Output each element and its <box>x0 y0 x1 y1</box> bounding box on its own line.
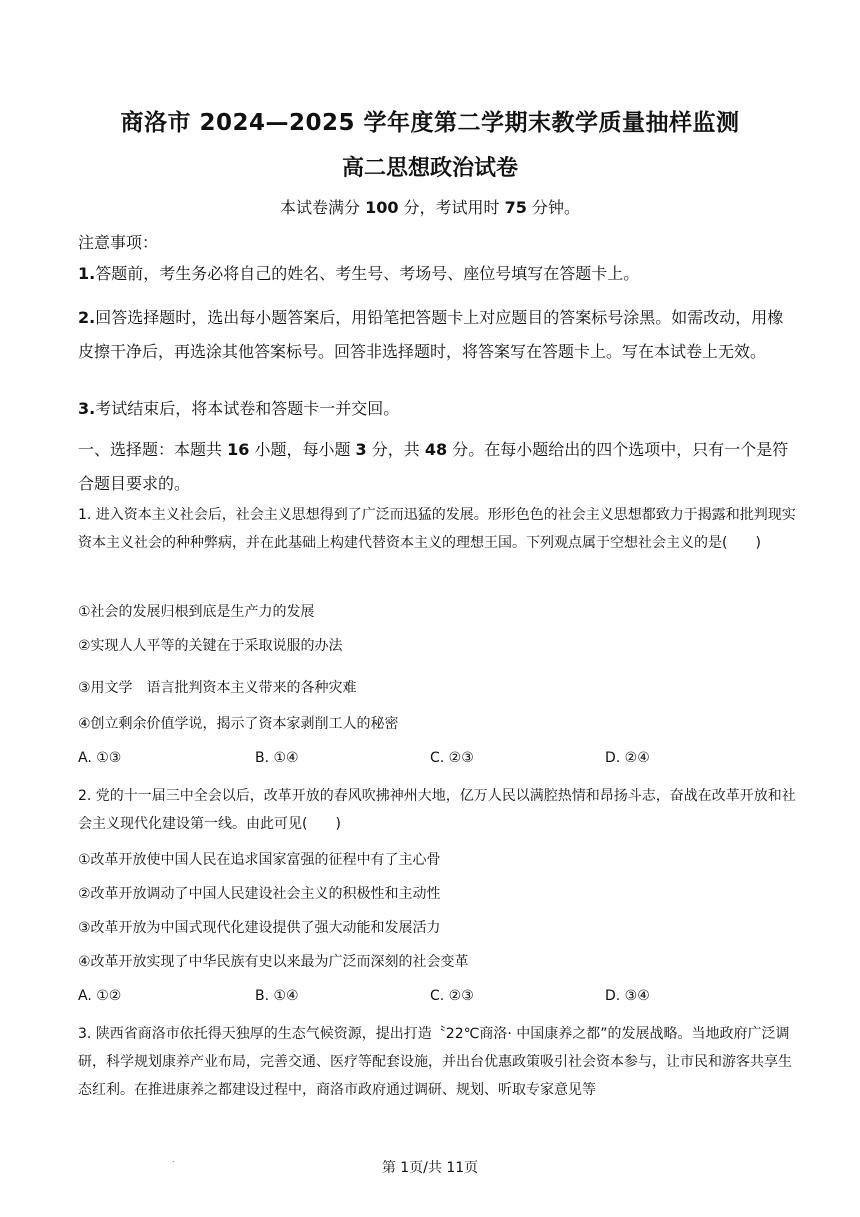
exam-title: 商洛市 2024—2025 学年度第二学期末教学质量抽样监测 <box>120 110 740 136</box>
answer-choice-b: B. ①④ <box>255 988 299 1004</box>
answer-choice-d: D. ②④ <box>605 750 650 766</box>
answer-choice-c: C. ②③ <box>430 750 474 766</box>
notice-item-3: 3.考试结束后，将本试卷和答题卡一并交回。 <box>78 399 400 418</box>
question-1-stem: 1. 进入资本主义社会后，社会主义思想得到了广泛而迅猛的发展。形形色色的社会主义思想都致力于揭露和批判现实资本主义社会的种种弊病，并在此基础上构建代替资本主义的理想王国。下列观点属于空想社会主义的是( ) <box>78 507 796 551</box>
page-number: 第 1页/共 11页 <box>381 1160 479 1176</box>
question-1-answers <box>78 746 798 770</box>
answer-choice-a: A. ①② <box>78 988 122 1004</box>
question-2-option-2: ②改革开放调动了中国人民建设社会主义的积极性和主动性 <box>78 886 441 902</box>
question-2-option-4: ④改革开放实现了中华民族有史以来最为广泛而深刻的社会变革 <box>78 954 469 970</box>
answer-choice-a: A. ①③ <box>78 750 122 766</box>
question-3-stem: 3. 陕西省商洛市依托得天独厚的生态气候资源，提出打造〝22℃商洛· 中国康养之都”的发展战略。当地政府广泛调研，科学规划康养产业布局，完善交通、医疗等配套设施，并出台优惠政策吸引社会资本参与，让市民和游客共享生态红利。在推进康养之都建设过程中，商洛市政府通过调研、规划、听取专家意见等 <box>78 1026 792 1098</box>
answer-choice-b: B. ①④ <box>255 750 299 766</box>
question-2-option-1: ①改革开放使中国人民在追求国家富强的征程中有了主心骨 <box>78 852 441 868</box>
question-1-option-1: ①社会的发展归根到底是生产力的发展 <box>78 604 315 620</box>
section-heading: 一、选择题：本题共 16 小题，每小题 3 分，共 48 分。在每小题给出的四个选项中，只有一个是符合题目要求的。 <box>78 440 789 493</box>
question-2-stem: 2. 党的十一届三中全会以后，改革开放的春风吹拂神州大地，亿万人民以满腔热情和昂扬斗志，奋战在改革开放和社会主义现代化建设第一线。由此可见( ) <box>78 788 796 832</box>
answer-choice-c: C. ②③ <box>430 988 474 1004</box>
exam-subtitle: 高二思想政治试卷 <box>341 156 518 181</box>
question-2-answers <box>78 984 798 1008</box>
question-2-option-3: ③改革开放为中国式现代化建设提供了强大动能和发展活力 <box>78 920 441 936</box>
stray-dot: . <box>172 1155 175 1164</box>
time-limit: 75 <box>504 198 527 217</box>
question-1-option-2: ②实现人人平等的关键在于采取说服的办法 <box>78 638 343 654</box>
notice-item-1: 1.答题前，考生务必将自己的姓名、考生号、考场号、座位号填写在答题卡上。 <box>78 264 640 283</box>
exam-meta: 本试卷满分 100 分，考试用时 75 分钟。 <box>279 198 581 217</box>
question-1-option-4: ④创立剩余价值学说，揭示了资本家剥削工人的秘密 <box>78 716 399 732</box>
full-score: 100 <box>365 198 399 217</box>
notice-heading: 注意事项： <box>78 233 159 252</box>
answer-choice-d: D. ③④ <box>605 988 650 1004</box>
notice-item-2: 2.回答选择题时，选出每小题答案后，用铅笔把答题卡上对应题目的答案标号涂黑。如需改动，用橡皮擦干净后，再选涂其他答案标号。回答非选择题时，将答案写在答题卡上。写在本试卷上无效。 <box>78 308 784 361</box>
question-1-option-3: ③用文学 语言批判资本主义带来的各种灾难 <box>78 680 357 696</box>
